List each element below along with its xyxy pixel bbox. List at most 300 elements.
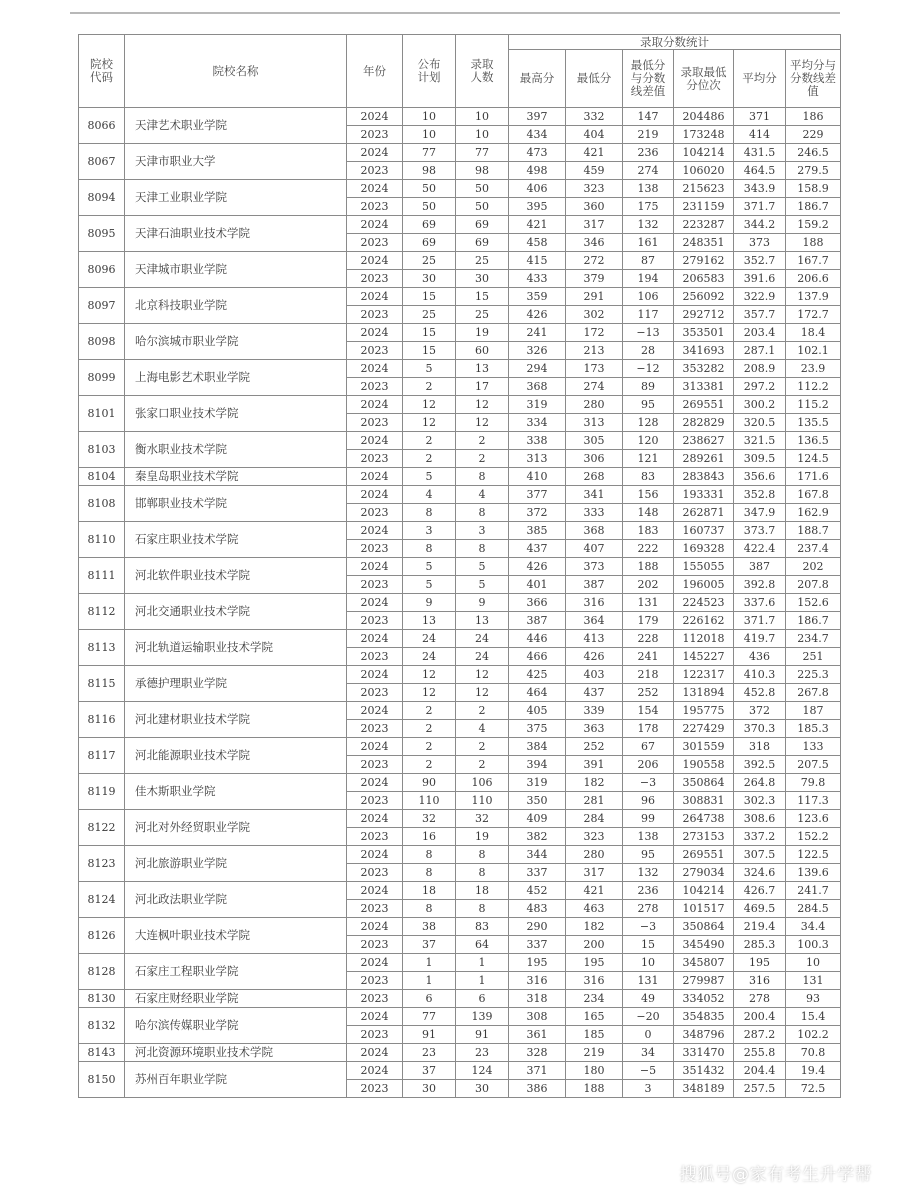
cell-avg-diff: 23.9 bbox=[786, 360, 841, 378]
cell-avg: 464.5 bbox=[734, 162, 786, 180]
cell-year: 2024 bbox=[347, 774, 403, 792]
cell-admitted: 110 bbox=[456, 792, 509, 810]
cell-avg-diff: 135.5 bbox=[786, 414, 841, 432]
cell-plan: 8 bbox=[403, 504, 456, 522]
table-row bbox=[79, 144, 841, 162]
school-code: 8128 bbox=[79, 954, 125, 990]
cell-plan: 2 bbox=[403, 432, 456, 450]
cell-admitted: 19 bbox=[456, 324, 509, 342]
cell-avg: 410.3 bbox=[734, 666, 786, 684]
cell-plan: 13 bbox=[403, 612, 456, 630]
cell-plan: 25 bbox=[403, 252, 456, 270]
cell-min: 173 bbox=[566, 360, 623, 378]
cell-min-diff: 106 bbox=[623, 288, 674, 306]
cell-min-diff: 194 bbox=[623, 270, 674, 288]
school-name: 河北软件职业技术学院 bbox=[125, 558, 347, 594]
cell-min-rank: 256092 bbox=[674, 288, 734, 306]
cell-plan: 2 bbox=[403, 720, 456, 738]
cell-max: 334 bbox=[509, 414, 566, 432]
cell-year: 2023 bbox=[347, 270, 403, 288]
cell-min-rank: 264738 bbox=[674, 810, 734, 828]
header-name: 院校名称 bbox=[125, 35, 347, 108]
cell-admitted: 91 bbox=[456, 1026, 509, 1044]
cell-min-diff: 10 bbox=[623, 954, 674, 972]
cell-min-rank: 101517 bbox=[674, 900, 734, 918]
cell-min-diff: 148 bbox=[623, 504, 674, 522]
cell-max: 483 bbox=[509, 900, 566, 918]
header-plan: 公布计划 bbox=[403, 35, 456, 108]
cell-max: 446 bbox=[509, 630, 566, 648]
cell-max: 326 bbox=[509, 342, 566, 360]
cell-avg-diff: 188.7 bbox=[786, 522, 841, 540]
cell-min: 323 bbox=[566, 828, 623, 846]
school-name: 秦皇岛职业技术学院 bbox=[125, 468, 347, 486]
cell-year: 2024 bbox=[347, 432, 403, 450]
cell-max: 319 bbox=[509, 774, 566, 792]
cell-min-rank: 122317 bbox=[674, 666, 734, 684]
cell-admitted: 69 bbox=[456, 234, 509, 252]
cell-min-rank: 269551 bbox=[674, 396, 734, 414]
school-name: 石家庄财经职业学院 bbox=[125, 990, 347, 1008]
cell-year: 2023 bbox=[347, 990, 403, 1008]
cell-plan: 32 bbox=[403, 810, 456, 828]
cell-max: 415 bbox=[509, 252, 566, 270]
cell-min-diff: 161 bbox=[623, 234, 674, 252]
school-code: 8101 bbox=[79, 396, 125, 432]
cell-min: 182 bbox=[566, 774, 623, 792]
cell-avg-diff: 117.3 bbox=[786, 792, 841, 810]
cell-min-rank: 279034 bbox=[674, 864, 734, 882]
cell-min: 339 bbox=[566, 702, 623, 720]
cell-min: 252 bbox=[566, 738, 623, 756]
cell-max: 359 bbox=[509, 288, 566, 306]
cell-avg-diff: 234.7 bbox=[786, 630, 841, 648]
cell-year: 2024 bbox=[347, 1008, 403, 1026]
table-row bbox=[79, 1008, 841, 1026]
cell-min: 284 bbox=[566, 810, 623, 828]
cell-admitted: 12 bbox=[456, 414, 509, 432]
cell-max: 466 bbox=[509, 648, 566, 666]
cell-min-diff: −12 bbox=[623, 360, 674, 378]
cell-min-rank: 279162 bbox=[674, 252, 734, 270]
cell-min-rank: 160737 bbox=[674, 522, 734, 540]
cell-admitted: 30 bbox=[456, 1080, 509, 1098]
cell-plan: 5 bbox=[403, 360, 456, 378]
cell-min-diff: 147 bbox=[623, 108, 674, 126]
cell-min-rank: 226162 bbox=[674, 612, 734, 630]
cell-year: 2024 bbox=[347, 702, 403, 720]
cell-min-rank: 345490 bbox=[674, 936, 734, 954]
cell-year: 2023 bbox=[347, 504, 403, 522]
cell-max: 195 bbox=[509, 954, 566, 972]
table-row bbox=[79, 558, 841, 576]
cell-min-rank: 353282 bbox=[674, 360, 734, 378]
school-name: 天津市职业大学 bbox=[125, 144, 347, 180]
cell-avg: 264.8 bbox=[734, 774, 786, 792]
cell-max: 409 bbox=[509, 810, 566, 828]
table-row bbox=[79, 108, 841, 126]
cell-avg: 208.9 bbox=[734, 360, 786, 378]
cell-admitted: 23 bbox=[456, 1044, 509, 1062]
cell-min-diff: 132 bbox=[623, 216, 674, 234]
cell-min: 421 bbox=[566, 144, 623, 162]
cell-avg: 318 bbox=[734, 738, 786, 756]
school-code: 8112 bbox=[79, 594, 125, 630]
cell-min-diff: 67 bbox=[623, 738, 674, 756]
cell-min-rank: 292712 bbox=[674, 306, 734, 324]
cell-avg-diff: 15.4 bbox=[786, 1008, 841, 1026]
cell-plan: 77 bbox=[403, 1008, 456, 1026]
cell-min-rank: 223287 bbox=[674, 216, 734, 234]
school-code: 8103 bbox=[79, 432, 125, 468]
school-code: 8130 bbox=[79, 990, 125, 1008]
cell-avg: 431.5 bbox=[734, 144, 786, 162]
cell-max: 318 bbox=[509, 990, 566, 1008]
cell-year: 2024 bbox=[347, 360, 403, 378]
cell-admitted: 1 bbox=[456, 954, 509, 972]
school-name: 河北能源职业技术学院 bbox=[125, 738, 347, 774]
cell-avg-diff: 102.2 bbox=[786, 1026, 841, 1044]
cell-year: 2023 bbox=[347, 972, 403, 990]
cell-plan: 90 bbox=[403, 774, 456, 792]
school-name: 邯郸职业技术学院 bbox=[125, 486, 347, 522]
school-code: 8111 bbox=[79, 558, 125, 594]
cell-min-rank: 313381 bbox=[674, 378, 734, 396]
school-name: 天津工业职业学院 bbox=[125, 180, 347, 216]
cell-min: 323 bbox=[566, 180, 623, 198]
cell-year: 2024 bbox=[347, 486, 403, 504]
school-name: 天津城市职业学院 bbox=[125, 252, 347, 288]
cell-admitted: 139 bbox=[456, 1008, 509, 1026]
cell-avg-diff: 72.5 bbox=[786, 1080, 841, 1098]
cell-max: 294 bbox=[509, 360, 566, 378]
cell-avg-diff: 186.7 bbox=[786, 198, 841, 216]
cell-min-diff: 179 bbox=[623, 612, 674, 630]
cell-year: 2023 bbox=[347, 306, 403, 324]
cell-avg-diff: 152.6 bbox=[786, 594, 841, 612]
cell-min: 306 bbox=[566, 450, 623, 468]
cell-min: 368 bbox=[566, 522, 623, 540]
cell-avg: 203.4 bbox=[734, 324, 786, 342]
school-code: 8067 bbox=[79, 144, 125, 180]
cell-admitted: 6 bbox=[456, 990, 509, 1008]
cell-year: 2024 bbox=[347, 468, 403, 486]
cell-avg: 285.3 bbox=[734, 936, 786, 954]
cell-year: 2024 bbox=[347, 216, 403, 234]
cell-min-rank: 131894 bbox=[674, 684, 734, 702]
cell-avg: 414 bbox=[734, 126, 786, 144]
cell-min-diff: −3 bbox=[623, 918, 674, 936]
cell-year: 2024 bbox=[347, 522, 403, 540]
cell-min-diff: 131 bbox=[623, 972, 674, 990]
cell-plan: 3 bbox=[403, 522, 456, 540]
cell-plan: 69 bbox=[403, 234, 456, 252]
cell-min: 200 bbox=[566, 936, 623, 954]
cell-max: 385 bbox=[509, 522, 566, 540]
cell-plan: 12 bbox=[403, 684, 456, 702]
cell-avg: 287.2 bbox=[734, 1026, 786, 1044]
cell-year: 2024 bbox=[347, 144, 403, 162]
cell-avg-diff: 93 bbox=[786, 990, 841, 1008]
cell-max: 337 bbox=[509, 864, 566, 882]
cell-min-rank: 112018 bbox=[674, 630, 734, 648]
cell-avg: 392.8 bbox=[734, 576, 786, 594]
school-code: 8096 bbox=[79, 252, 125, 288]
school-code: 8066 bbox=[79, 108, 125, 144]
cell-avg-diff: 18.4 bbox=[786, 324, 841, 342]
cell-year: 2024 bbox=[347, 918, 403, 936]
cell-max: 425 bbox=[509, 666, 566, 684]
cell-admitted: 2 bbox=[456, 756, 509, 774]
cell-plan: 24 bbox=[403, 630, 456, 648]
cell-year: 2024 bbox=[347, 396, 403, 414]
school-name: 衡水职业技术学院 bbox=[125, 432, 347, 468]
cell-plan: 12 bbox=[403, 666, 456, 684]
cell-admitted: 2 bbox=[456, 702, 509, 720]
cell-admitted: 8 bbox=[456, 504, 509, 522]
cell-max: 308 bbox=[509, 1008, 566, 1026]
school-name: 哈尔滨城市职业学院 bbox=[125, 324, 347, 360]
cell-min-diff: 121 bbox=[623, 450, 674, 468]
table-row bbox=[79, 666, 841, 684]
cell-min-rank: 353501 bbox=[674, 324, 734, 342]
cell-avg: 324.6 bbox=[734, 864, 786, 882]
cell-min: 317 bbox=[566, 864, 623, 882]
cell-year: 2023 bbox=[347, 414, 403, 432]
cell-min: 280 bbox=[566, 846, 623, 864]
header-code: 院校代码 bbox=[79, 35, 125, 108]
cell-min-rank: 206583 bbox=[674, 270, 734, 288]
cell-avg-diff: 136.5 bbox=[786, 432, 841, 450]
cell-min-rank: 190558 bbox=[674, 756, 734, 774]
cell-min-rank: 351432 bbox=[674, 1062, 734, 1080]
cell-min-diff: 202 bbox=[623, 576, 674, 594]
cell-year: 2024 bbox=[347, 882, 403, 900]
cell-max: 344 bbox=[509, 846, 566, 864]
school-code: 8110 bbox=[79, 522, 125, 558]
cell-admitted: 8 bbox=[456, 846, 509, 864]
cell-max: 410 bbox=[509, 468, 566, 486]
cell-max: 395 bbox=[509, 198, 566, 216]
school-name: 石家庄工程职业学院 bbox=[125, 954, 347, 990]
cell-max: 452 bbox=[509, 882, 566, 900]
cell-max: 375 bbox=[509, 720, 566, 738]
cell-plan: 37 bbox=[403, 936, 456, 954]
header-max: 最高分 bbox=[509, 50, 566, 108]
cell-avg: 422.4 bbox=[734, 540, 786, 558]
cell-admitted: 24 bbox=[456, 630, 509, 648]
cell-max: 368 bbox=[509, 378, 566, 396]
score-table-page bbox=[78, 34, 840, 1098]
cell-min-diff: 236 bbox=[623, 882, 674, 900]
cell-avg: 452.8 bbox=[734, 684, 786, 702]
cell-min-rank: 155055 bbox=[674, 558, 734, 576]
cell-admitted: 5 bbox=[456, 576, 509, 594]
cell-year: 2023 bbox=[347, 450, 403, 468]
cell-min-diff: 95 bbox=[623, 846, 674, 864]
school-code: 8150 bbox=[79, 1062, 125, 1098]
cell-min-diff: 96 bbox=[623, 792, 674, 810]
cell-min: 413 bbox=[566, 630, 623, 648]
cell-min-rank: 334052 bbox=[674, 990, 734, 1008]
header-admitted: 录取人数 bbox=[456, 35, 509, 108]
school-name: 天津艺术职业学院 bbox=[125, 108, 347, 144]
header-score-stats: 录取分数统计 bbox=[509, 35, 841, 50]
cell-avg-diff: 115.2 bbox=[786, 396, 841, 414]
cell-plan: 8 bbox=[403, 846, 456, 864]
cell-min-rank: 273153 bbox=[674, 828, 734, 846]
school-code: 8095 bbox=[79, 216, 125, 252]
cell-max: 382 bbox=[509, 828, 566, 846]
cell-min: 213 bbox=[566, 342, 623, 360]
table-row bbox=[79, 360, 841, 378]
cell-max: 337 bbox=[509, 936, 566, 954]
cell-max: 434 bbox=[509, 126, 566, 144]
cell-avg-diff: 158.9 bbox=[786, 180, 841, 198]
cell-avg-diff: 171.6 bbox=[786, 468, 841, 486]
cell-min: 195 bbox=[566, 954, 623, 972]
cell-min: 316 bbox=[566, 972, 623, 990]
cell-year: 2023 bbox=[347, 828, 403, 846]
cell-min-diff: 156 bbox=[623, 486, 674, 504]
cell-min: 272 bbox=[566, 252, 623, 270]
table-row bbox=[79, 846, 841, 864]
cell-avg: 257.5 bbox=[734, 1080, 786, 1098]
cell-avg-diff: 229 bbox=[786, 126, 841, 144]
cell-avg: 300.2 bbox=[734, 396, 786, 414]
cell-admitted: 17 bbox=[456, 378, 509, 396]
cell-avg-diff: 246.5 bbox=[786, 144, 841, 162]
cell-max: 366 bbox=[509, 594, 566, 612]
cell-min-rank: 348796 bbox=[674, 1026, 734, 1044]
cell-max: 384 bbox=[509, 738, 566, 756]
cell-avg: 322.9 bbox=[734, 288, 786, 306]
cell-avg-diff: 100.3 bbox=[786, 936, 841, 954]
cell-admitted: 8 bbox=[456, 900, 509, 918]
cell-year: 2024 bbox=[347, 594, 403, 612]
cell-avg: 357.7 bbox=[734, 306, 786, 324]
table-row bbox=[79, 702, 841, 720]
cell-avg-diff: 279.5 bbox=[786, 162, 841, 180]
cell-min: 391 bbox=[566, 756, 623, 774]
cell-avg: 343.9 bbox=[734, 180, 786, 198]
cell-plan: 12 bbox=[403, 414, 456, 432]
cell-min-rank: 345807 bbox=[674, 954, 734, 972]
school-name: 苏州百年职业学院 bbox=[125, 1062, 347, 1098]
table-row bbox=[79, 180, 841, 198]
cell-max: 387 bbox=[509, 612, 566, 630]
cell-plan: 5 bbox=[403, 558, 456, 576]
cell-plan: 15 bbox=[403, 324, 456, 342]
cell-min-rank: 279987 bbox=[674, 972, 734, 990]
cell-max: 361 bbox=[509, 1026, 566, 1044]
cell-avg: 371.7 bbox=[734, 198, 786, 216]
cell-min: 346 bbox=[566, 234, 623, 252]
cell-min-rank: 145227 bbox=[674, 648, 734, 666]
cell-min-diff: 87 bbox=[623, 252, 674, 270]
cell-plan: 24 bbox=[403, 648, 456, 666]
cell-avg: 387 bbox=[734, 558, 786, 576]
cell-avg: 316 bbox=[734, 972, 786, 990]
cell-admitted: 30 bbox=[456, 270, 509, 288]
cell-plan: 77 bbox=[403, 144, 456, 162]
cell-min-rank: 238627 bbox=[674, 432, 734, 450]
cell-year: 2023 bbox=[347, 720, 403, 738]
cell-max: 338 bbox=[509, 432, 566, 450]
cell-min-rank: 248351 bbox=[674, 234, 734, 252]
cell-plan: 15 bbox=[403, 342, 456, 360]
cell-min-rank: 350864 bbox=[674, 918, 734, 936]
cell-year: 2023 bbox=[347, 936, 403, 954]
cell-min: 463 bbox=[566, 900, 623, 918]
cell-plan: 110 bbox=[403, 792, 456, 810]
top-rule bbox=[70, 12, 840, 14]
cell-min: 364 bbox=[566, 612, 623, 630]
cell-min: 403 bbox=[566, 666, 623, 684]
cell-min-diff: 95 bbox=[623, 396, 674, 414]
cell-avg: 371 bbox=[734, 108, 786, 126]
cell-admitted: 98 bbox=[456, 162, 509, 180]
school-name: 石家庄职业技术学院 bbox=[125, 522, 347, 558]
cell-avg-diff: 102.1 bbox=[786, 342, 841, 360]
cell-avg-diff: 131 bbox=[786, 972, 841, 990]
cell-min-rank: 224523 bbox=[674, 594, 734, 612]
cell-year: 2024 bbox=[347, 738, 403, 756]
cell-avg-diff: 186 bbox=[786, 108, 841, 126]
cell-admitted: 32 bbox=[456, 810, 509, 828]
cell-avg-diff: 251 bbox=[786, 648, 841, 666]
cell-avg-diff: 241.7 bbox=[786, 882, 841, 900]
cell-max: 401 bbox=[509, 576, 566, 594]
cell-min-diff: 0 bbox=[623, 1026, 674, 1044]
school-name: 北京科技职业学院 bbox=[125, 288, 347, 324]
cell-admitted: 18 bbox=[456, 882, 509, 900]
cell-plan: 38 bbox=[403, 918, 456, 936]
cell-avg: 426.7 bbox=[734, 882, 786, 900]
cell-year: 2023 bbox=[347, 342, 403, 360]
cell-plan: 37 bbox=[403, 1062, 456, 1080]
cell-avg: 297.2 bbox=[734, 378, 786, 396]
cell-avg-diff: 139.6 bbox=[786, 864, 841, 882]
cell-avg: 321.5 bbox=[734, 432, 786, 450]
cell-admitted: 77 bbox=[456, 144, 509, 162]
cell-plan: 8 bbox=[403, 900, 456, 918]
cell-max: 394 bbox=[509, 756, 566, 774]
cell-min-diff: −13 bbox=[623, 324, 674, 342]
cell-min: 404 bbox=[566, 126, 623, 144]
cell-min-diff: 132 bbox=[623, 864, 674, 882]
cell-avg: 352.8 bbox=[734, 486, 786, 504]
cell-min-diff: −20 bbox=[623, 1008, 674, 1026]
cell-plan: 18 bbox=[403, 882, 456, 900]
cell-max: 421 bbox=[509, 216, 566, 234]
cell-min: 302 bbox=[566, 306, 623, 324]
cell-year: 2023 bbox=[347, 648, 403, 666]
cell-avg: 278 bbox=[734, 990, 786, 1008]
cell-min-rank: 227429 bbox=[674, 720, 734, 738]
cell-min: 274 bbox=[566, 378, 623, 396]
cell-year: 2024 bbox=[347, 954, 403, 972]
cell-avg-diff: 70.8 bbox=[786, 1044, 841, 1062]
cell-min-rank: 195775 bbox=[674, 702, 734, 720]
cell-min-rank: 196005 bbox=[674, 576, 734, 594]
cell-min-diff: 117 bbox=[623, 306, 674, 324]
cell-year: 2023 bbox=[347, 1080, 403, 1098]
cell-max: 458 bbox=[509, 234, 566, 252]
cell-avg-diff: 124.5 bbox=[786, 450, 841, 468]
cell-year: 2024 bbox=[347, 1062, 403, 1080]
cell-avg: 392.5 bbox=[734, 756, 786, 774]
